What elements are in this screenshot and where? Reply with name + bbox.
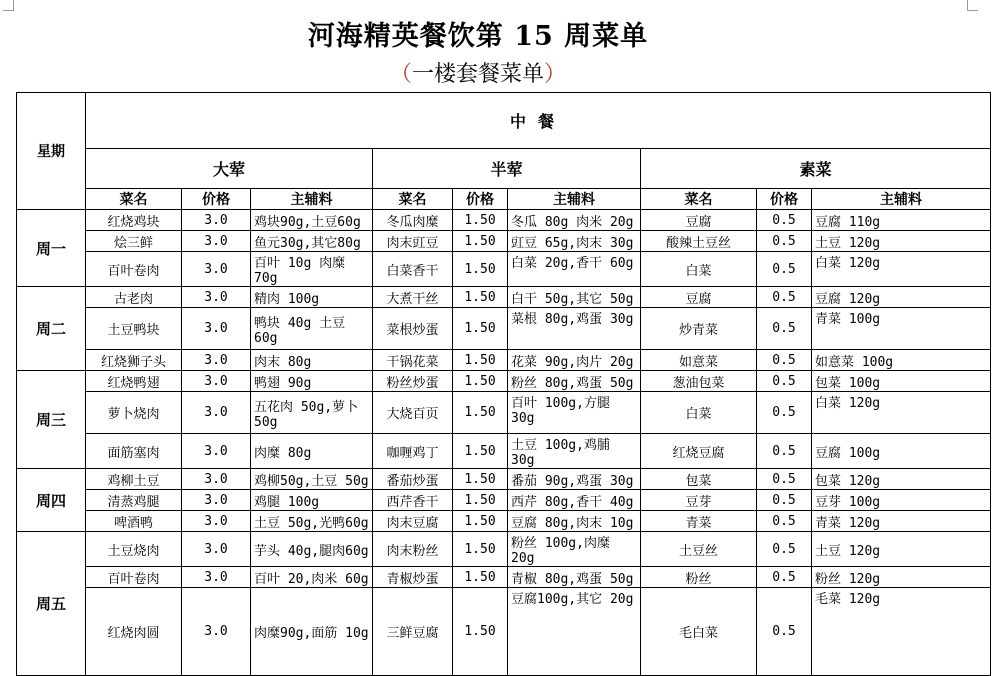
banhun-ingredients-cell: 西芹 80g,香干 40g [508, 490, 641, 511]
sucai-price-cell: 0.5 [757, 532, 812, 567]
subtitle-close-paren: ） [544, 62, 567, 87]
table-row [17, 434, 991, 469]
sucai-dish-cell: 白菜 [641, 392, 757, 434]
page-corner-mark-left [3, 0, 14, 11]
dahun-price-cell: 3.0 [182, 588, 251, 676]
banhun-dish-cell: 肉末豇豆 [373, 231, 453, 252]
table-row [17, 532, 991, 567]
dahun-price-cell: 3.0 [182, 469, 251, 490]
subtitle-text: 一楼套餐菜单 [411, 62, 544, 87]
banhun-ingredients-cell: 冬瓜 80g 肉米 20g [508, 210, 641, 231]
sucai-dish-cell: 包菜 [641, 469, 757, 490]
banhun-ingredients-cell: 菜根 80g,鸡蛋 30g [508, 308, 641, 350]
banhun-price-cell: 1.50 [453, 588, 508, 676]
header-category-banhun: 半荤 [373, 149, 641, 189]
sucai-price-cell: 0.5 [757, 371, 812, 392]
table-row [17, 588, 991, 676]
banhun-price-cell: 1.50 [453, 567, 508, 588]
menu-body [17, 210, 991, 676]
dahun-price-cell: 3.0 [182, 434, 251, 469]
banhun-dish-cell: 肉末豆腐 [373, 511, 453, 532]
banhun-ingredients-cell: 番茄 90g,鸡蛋 30g [508, 469, 641, 490]
sucai-ingredients-cell: 豆腐 110g [812, 210, 991, 231]
header-dish: 菜名 [86, 189, 182, 210]
sucai-ingredients-cell: 粉丝 120g [812, 567, 991, 588]
header-dish: 菜名 [641, 189, 757, 210]
dahun-dish-cell: 土豆烧肉 [86, 532, 182, 567]
banhun-ingredients-cell: 豇豆 65g,肉末 30g [508, 231, 641, 252]
weekday-cell: 周五 [17, 532, 86, 676]
banhun-price-cell: 1.50 [453, 371, 508, 392]
table-row [17, 252, 991, 287]
header-price: 价格 [182, 189, 251, 210]
dahun-price-cell: 3.0 [182, 511, 251, 532]
sucai-ingredients-cell: 包菜 100g [812, 371, 991, 392]
header-weekday: 星期 [17, 93, 86, 210]
table-row [17, 490, 991, 511]
header-category-dahun: 大荤 [86, 149, 373, 189]
header-price: 价格 [453, 189, 508, 210]
header-dish: 菜名 [373, 189, 453, 210]
sucai-dish-cell: 粉丝 [641, 567, 757, 588]
banhun-dish-cell: 三鲜豆腐 [373, 588, 453, 676]
page-corner-mark-right [967, 0, 978, 11]
dahun-dish-cell: 百叶卷肉 [86, 567, 182, 588]
header-ingredients: 主辅料 [812, 189, 991, 210]
dahun-ingredients-cell: 五花肉 50g,萝卜 50g [251, 392, 373, 434]
sucai-ingredients-cell: 土豆 120g [812, 231, 991, 252]
sucai-ingredients-cell: 白菜 120g [812, 392, 991, 434]
banhun-dish-cell: 西芹香干 [373, 490, 453, 511]
sucai-price-cell: 0.5 [757, 210, 812, 231]
banhun-price-cell: 1.50 [453, 308, 508, 350]
banhun-ingredients-cell: 百叶 100g,方腿 30g [508, 392, 641, 434]
dahun-dish-cell: 古老肉 [86, 287, 182, 308]
dahun-ingredients-cell: 肉糜90g,面筋 10g [251, 588, 373, 676]
banhun-ingredients-cell: 土豆 100g,鸡脯 30g [508, 434, 641, 469]
weekday-cell: 周四 [17, 469, 86, 532]
banhun-price-cell: 1.50 [453, 511, 508, 532]
dahun-ingredients-cell: 百叶 10g 肉糜 70g [251, 252, 373, 287]
sucai-price-cell: 0.5 [757, 308, 812, 350]
banhun-price-cell: 1.50 [453, 231, 508, 252]
dahun-ingredients-cell: 肉末 80g [251, 350, 373, 371]
dahun-dish-cell: 萝卜烧肉 [86, 392, 182, 434]
dahun-ingredients-cell: 鸡腿 100g [251, 490, 373, 511]
sucai-price-cell: 0.5 [757, 350, 812, 371]
table-row [17, 287, 991, 308]
banhun-dish-cell: 肉末粉丝 [373, 532, 453, 567]
banhun-price-cell: 1.50 [453, 350, 508, 371]
header-lunch: 中餐 [86, 93, 991, 149]
banhun-ingredients-cell: 青椒 80g,鸡蛋 50g [508, 567, 641, 588]
sucai-ingredients-cell: 如意菜 100g [812, 350, 991, 371]
sucai-dish-cell: 豆腐 [641, 210, 757, 231]
sucai-price-cell: 0.5 [757, 287, 812, 308]
sucai-dish-cell: 毛白菜 [641, 588, 757, 676]
header-category-sucai: 素菜 [641, 149, 991, 189]
sucai-dish-cell: 豆芽 [641, 490, 757, 511]
banhun-ingredients-cell: 白菜 20g,香干 60g [508, 252, 641, 287]
sucai-price-cell: 0.5 [757, 252, 812, 287]
dahun-price-cell: 3.0 [182, 371, 251, 392]
banhun-dish-cell: 白菜香干 [373, 252, 453, 287]
table-row [17, 350, 991, 371]
sucai-dish-cell: 青菜 [641, 511, 757, 532]
sucai-price-cell: 0.5 [757, 567, 812, 588]
dahun-dish-cell: 红烧肉圆 [86, 588, 182, 676]
banhun-dish-cell: 菜根炒蛋 [373, 308, 453, 350]
weekday-cell: 周三 [17, 371, 86, 469]
dahun-ingredients-cell: 鱼元30g,其它80g [251, 231, 373, 252]
menu-title: 河海精英餐饮第 15 周菜单 [307, 21, 649, 52]
dahun-dish-cell: 百叶卷肉 [86, 252, 182, 287]
banhun-dish-cell: 粉丝炒蛋 [373, 371, 453, 392]
weekday-cell: 周二 [17, 287, 86, 371]
sucai-price-cell: 0.5 [757, 434, 812, 469]
sucai-ingredients-cell: 毛菜 120g [812, 588, 991, 676]
sucai-dish-cell: 豆腐 [641, 287, 757, 308]
dahun-ingredients-cell: 土豆 50g,光鸭60g [251, 511, 373, 532]
banhun-price-cell: 1.50 [453, 252, 508, 287]
dahun-dish-cell: 烩三鲜 [86, 231, 182, 252]
dahun-price-cell: 3.0 [182, 350, 251, 371]
dahun-ingredients-cell: 芋头 40g,腿肉60g [251, 532, 373, 567]
menu-subtitle [0, 57, 956, 88]
table-row [17, 567, 991, 588]
banhun-ingredients-cell: 粉丝 80g,鸡蛋 50g [508, 371, 641, 392]
sucai-price-cell: 0.5 [757, 511, 812, 532]
sucai-dish-cell: 炒青菜 [641, 308, 757, 350]
dahun-ingredients-cell: 鸡柳50g,土豆 50g [251, 469, 373, 490]
dahun-dish-cell: 啤酒鸭 [86, 511, 182, 532]
dahun-price-cell: 3.0 [182, 210, 251, 231]
dahun-dish-cell: 鸡柳土豆 [86, 469, 182, 490]
banhun-price-cell: 1.50 [453, 392, 508, 434]
dahun-dish-cell: 红烧狮子头 [86, 350, 182, 371]
sucai-dish-cell: 如意菜 [641, 350, 757, 371]
banhun-price-cell: 1.50 [453, 469, 508, 490]
sucai-price-cell: 0.5 [757, 231, 812, 252]
sucai-dish-cell: 酸辣土豆丝 [641, 231, 757, 252]
banhun-ingredients-cell: 豆腐100g,其它 20g [508, 588, 641, 676]
banhun-dish-cell: 番茄炒蛋 [373, 469, 453, 490]
dahun-dish-cell: 清蒸鸡腿 [86, 490, 182, 511]
sucai-ingredients-cell: 豆腐 100g [812, 434, 991, 469]
banhun-ingredients-cell: 花菜 90g,肉片 20g [508, 350, 641, 371]
dahun-price-cell: 3.0 [182, 287, 251, 308]
dahun-price-cell: 3.0 [182, 231, 251, 252]
banhun-price-cell: 1.50 [453, 434, 508, 469]
banhun-price-cell: 1.50 [453, 532, 508, 567]
sucai-ingredients-cell: 豆芽 100g [812, 490, 991, 511]
banhun-price-cell: 1.50 [453, 287, 508, 308]
banhun-ingredients-cell: 豆腐 80g,肉末 10g [508, 511, 641, 532]
banhun-price-cell: 1.50 [453, 210, 508, 231]
table-row [17, 231, 991, 252]
banhun-dish-cell: 大烧百页 [373, 392, 453, 434]
subtitle-open-paren: （ [389, 62, 412, 87]
banhun-ingredients-cell: 粉丝 100g,肉糜 20g [508, 532, 641, 567]
sucai-price-cell: 0.5 [757, 490, 812, 511]
dahun-price-cell: 3.0 [182, 532, 251, 567]
table-row [17, 469, 991, 490]
sucai-ingredients-cell: 白菜 120g [812, 252, 991, 287]
dahun-price-cell: 3.0 [182, 392, 251, 434]
banhun-dish-cell: 青椒炒蛋 [373, 567, 453, 588]
sucai-dish-cell: 白菜 [641, 252, 757, 287]
banhun-price-cell: 1.50 [453, 490, 508, 511]
banhun-dish-cell: 咖喱鸡丁 [373, 434, 453, 469]
dahun-dish-cell: 红烧鸡块 [86, 210, 182, 231]
sucai-price-cell: 0.5 [757, 469, 812, 490]
dahun-ingredients-cell: 鸡块90g,土豆60g [251, 210, 373, 231]
header-ingredients: 主辅料 [251, 189, 373, 210]
table-row [17, 210, 991, 231]
banhun-dish-cell: 冬瓜肉糜 [373, 210, 453, 231]
sucai-ingredients-cell: 豆腐 120g [812, 287, 991, 308]
weekday-cell: 周一 [17, 210, 86, 287]
table-row [17, 392, 991, 434]
dahun-dish-cell: 面筋塞肉 [86, 434, 182, 469]
dahun-dish-cell: 土豆鸭块 [86, 308, 182, 350]
banhun-ingredients-cell: 白干 50g,其它 50g [508, 287, 641, 308]
sucai-ingredients-cell: 青菜 120g [812, 511, 991, 532]
sucai-price-cell: 0.5 [757, 392, 812, 434]
sucai-dish-cell: 葱油包菜 [641, 371, 757, 392]
sucai-ingredients-cell: 土豆 120g [812, 532, 991, 567]
dahun-price-cell: 3.0 [182, 252, 251, 287]
menu-table [16, 92, 991, 676]
dahun-ingredients-cell: 鸭块 40g 土豆 60g [251, 308, 373, 350]
sucai-price-cell: 0.5 [757, 588, 812, 676]
dahun-price-cell: 3.0 [182, 490, 251, 511]
sucai-ingredients-cell: 青菜 100g [812, 308, 991, 350]
dahun-dish-cell: 红烧鸭翅 [86, 371, 182, 392]
dahun-ingredients-cell: 鸭翅 90g [251, 371, 373, 392]
sucai-dish-cell: 土豆丝 [641, 532, 757, 567]
table-row [17, 371, 991, 392]
banhun-dish-cell: 大煮干丝 [373, 287, 453, 308]
table-row [17, 511, 991, 532]
dahun-ingredients-cell: 肉糜 80g [251, 434, 373, 469]
dahun-ingredients-cell: 精肉 100g [251, 287, 373, 308]
sucai-dish-cell: 红烧豆腐 [641, 434, 757, 469]
banhun-dish-cell: 干锅花菜 [373, 350, 453, 371]
header-price: 价格 [757, 189, 812, 210]
dahun-price-cell: 3.0 [182, 567, 251, 588]
table-row [17, 308, 991, 350]
dahun-ingredients-cell: 百叶 20,肉米 60g [251, 567, 373, 588]
header-ingredients: 主辅料 [508, 189, 641, 210]
dahun-price-cell: 3.0 [182, 308, 251, 350]
sucai-ingredients-cell: 包菜 120g [812, 469, 991, 490]
